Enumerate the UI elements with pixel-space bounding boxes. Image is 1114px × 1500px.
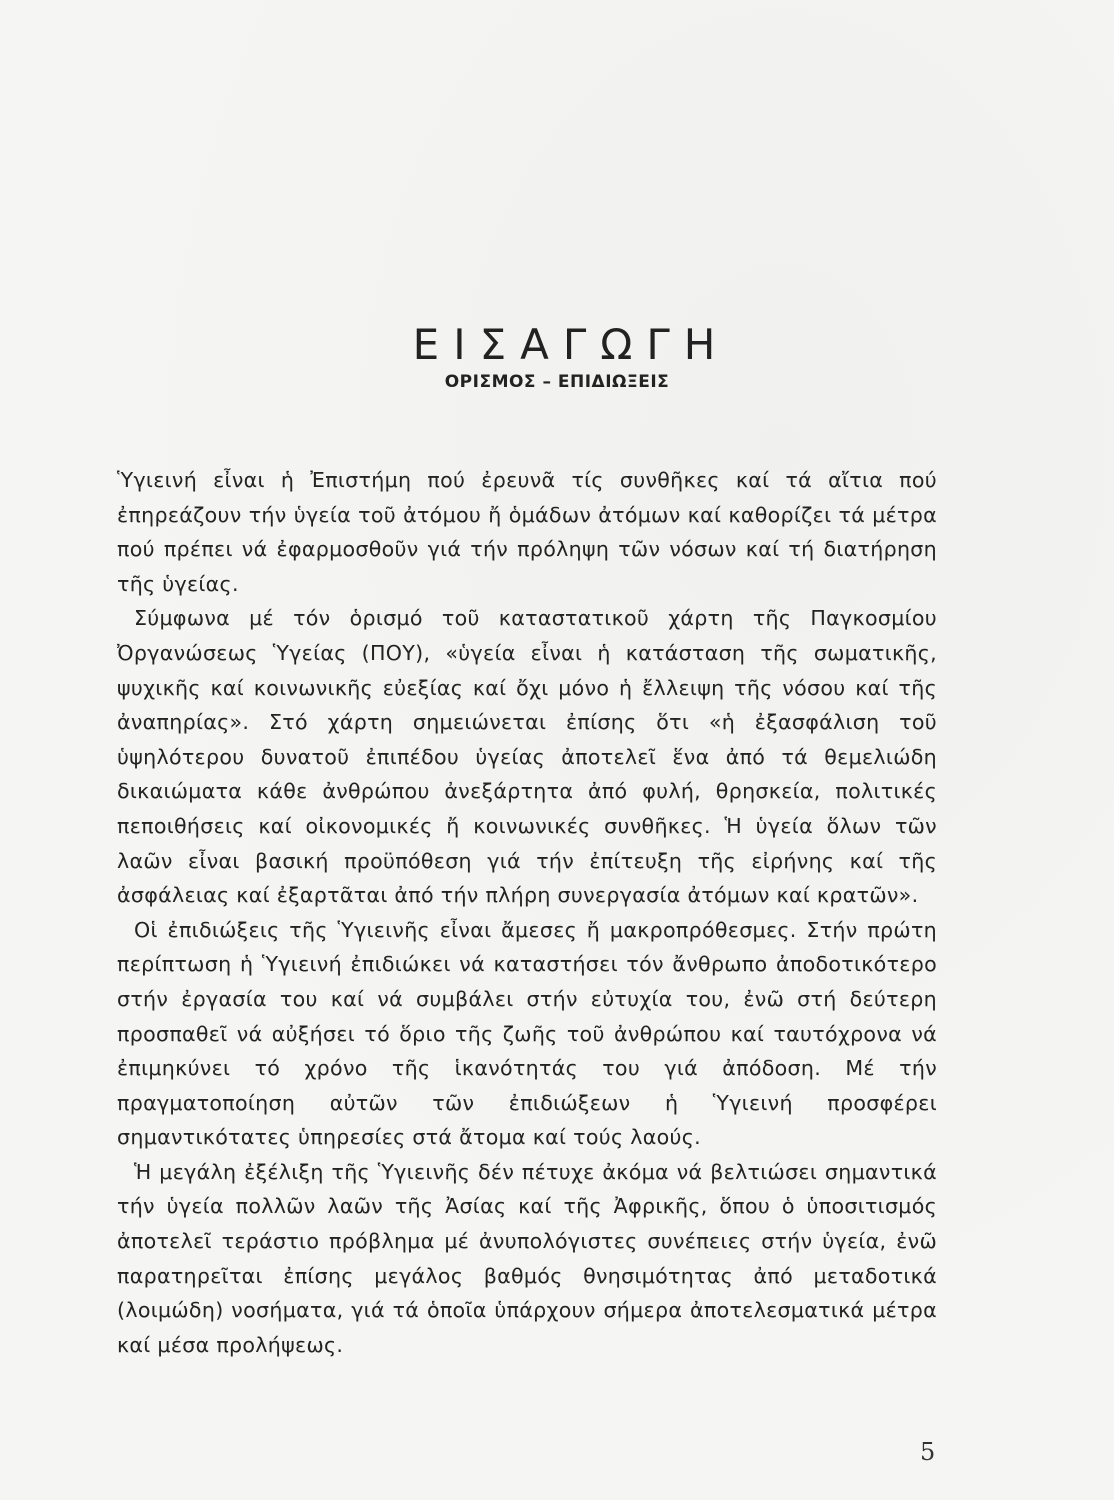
chapter-title: ΕΙΣΑΓΩΓΗ bbox=[412, 320, 730, 370]
paragraph-who-definition: Σύμφωνα μέ τόν ὁρισμό τοῦ καταστατικοῦ χάρτη τῆς Παγκοσμίου Ὀργανώσεως Ὑγείας (ΠΟΥ), «ὑγεία εἶναι ἡ κατάσταση τῆς σωματικῆς, ψυχικῆς καί κοινωνικῆς εὐεξίας καί ὄχι μόνο ἡ ἔλλειψη τῆς νόσου καί τῆς ἀναπηρίας». Στό χάρτη σημειώνεται ἐπίσης ὅτι «ἡ ἐξασφάλιση τοῦ ὑψηλότερου δυνατοῦ ἐπιπέδου ὑγείας ἀποτελεῖ ἕνα ἀπό τά θεμελιώδη δικαιώματα κάθε ἀνθρώπου ἀνεξάρτητα ἀπό φυλή, θρησκεία, πολιτικές πεποιθήσεις καί οἰκονομικές ἤ κοινωνικές συνθῆκες. Ἡ ὑγεία ὅλων τῶν λαῶν εἶναι βασική προϋπόθεση γιά τήν ἐπίτευξη τῆς εἰρήνης καί τῆς ἀσφάλειας καί ἐξαρτᾶται ἀπό τήν πλήρη συνεργασία ἀτόμων καί κρατῶν». bbox=[117, 606, 937, 908]
paragraph-asia-africa: Ἡ μεγάλη ἐξέλιξη τῆς Ὑγιεινῆς δέν πέτυχε ἀκόμα νά βελτιώσει σημαντικά τήν ὑγεία πολλῶν λαῶν τῆς Ἀσίας καί τῆς Ἀφρικῆς, ὅπου ὁ ὑποσιτισμός ἀποτελεῖ τεράστιο πρόβλημα μέ ἀνυπολόγιστες συνέπειες στήν ὑγεία, ἐνῶ παρατηρεῖται ἐπίσης μεγάλος βαθμός θνησιμότητας ἀπό μεταδοτικά (λοιμώδη) νοσήματα, γιά τά ὁποῖα ὑπάρχουν σήμερα ἀποτελεσματικά μέτρα καί μέσα προλήψεως. bbox=[117, 1159, 937, 1357]
page-number: 5 bbox=[920, 1438, 936, 1466]
body-text bbox=[117, 463, 937, 1362]
chapter-subtitle: ΟΡΙΣΜΟΣ – ΕΠΙΔΙΩΞΕΙΣ bbox=[444, 372, 670, 392]
paragraph-objectives: Οἱ ἐπιδιώξεις τῆς Ὑγιεινῆς εἶναι ἄμεσες ἤ μακροπρόθεσμες. Στήν πρώτη περίπτωση ἡ Ὑγιεινή ἐπιδιώκει νά καταστήσει τόν ἄνθρωπο ἀποδοτικότερο στήν ἐργασία του καί νά συμβάλει στήν εὐτυχία του, ἐνῶ στή δεύτερη προσπαθεῖ νά αὐξήσει τό ὅριο τῆς ζωῆς τοῦ ἀνθρώπου καί ταυτόχρονα νά ἐπιμηκύνει τό χρόνο τῆς ἱκανότητάς του γιά ἀπόδοση. Μέ τήν πραγματοποίηση αὐτῶν τῶν ἐπιδιώξεων ἡ Ὑγιεινή προσφέρει σημαντικότατες ὑπηρεσίες στά ἄτομα καί τούς λαούς. bbox=[117, 917, 937, 1150]
paragraph-definition: Ὑγιεινή εἶναι ἡ Ἐπιστήμη πού ἐρευνᾶ τίς συνθῆκες καί τά αἴτια πού ἐπηρεάζουν τήν ὑγεία τοῦ ἀτόμου ἤ ὁμάδων ἀτόμων καί καθορίζει τά μέτρα πού πρέπει νά ἐφαρμοσθοῦν γιά τήν πρόληψη τῶν νόσων καί τή διατήρηση τῆς ὑγείας. bbox=[117, 468, 937, 596]
